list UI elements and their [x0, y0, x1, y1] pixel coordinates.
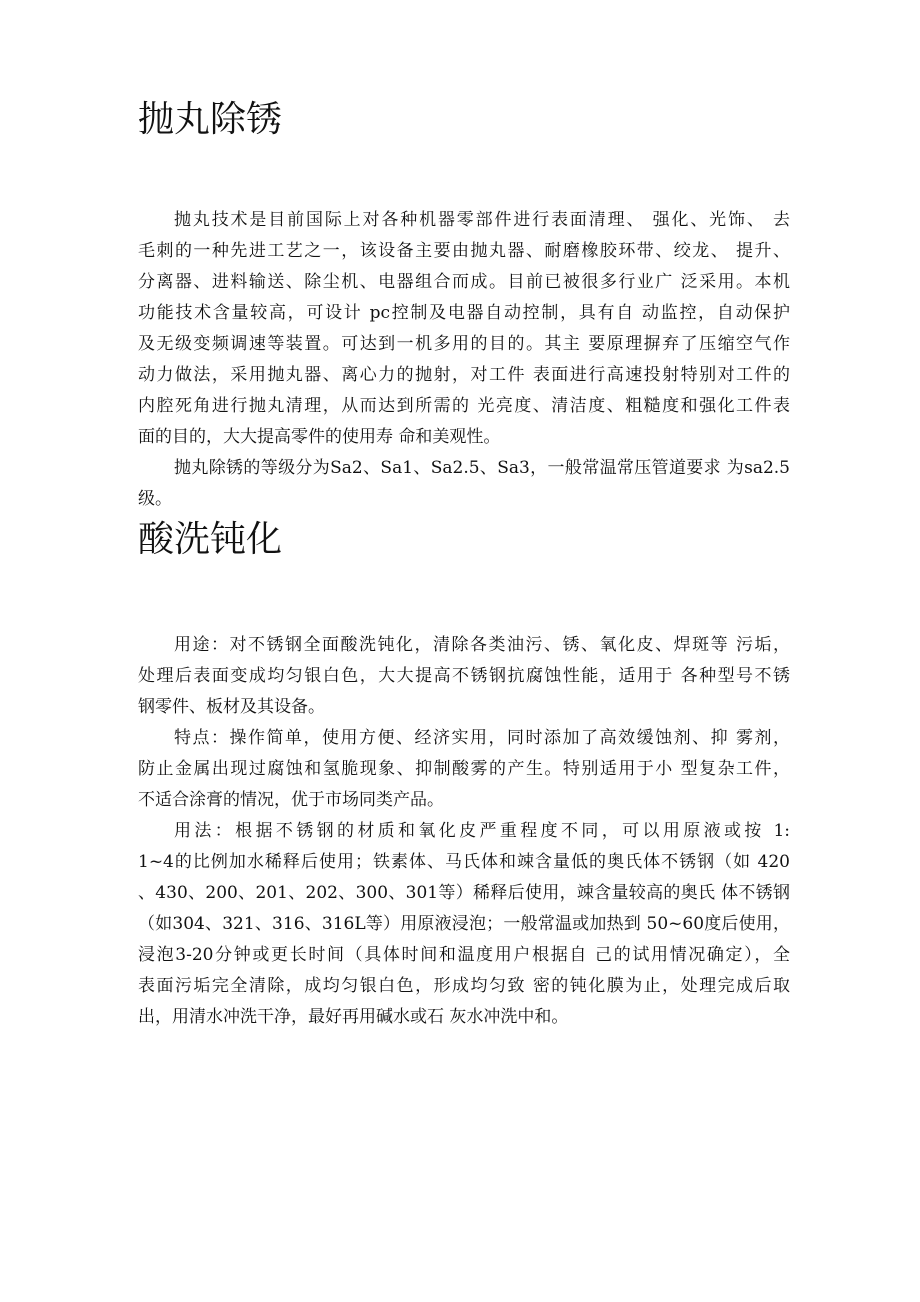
paragraph-line: 处理后表面变成均匀银白色，大大提高不锈钢抗腐蚀性能，适用于 各种型号不锈: [138, 666, 790, 686]
paragraph-line: 分离器、进料输送、除尘机、电器组合而成。目前已被很多行业广 泛采用。本机: [138, 272, 790, 292]
paragraph-line: 出，用清水冲洗干净，最好再用碱水或石 灰水冲洗中和。: [138, 1007, 569, 1027]
paragraph-line: 1~4的比例加水稀释后使用；铁素体、马氏体和竦含量低的奥氏体不锈钢（如 420: [138, 852, 790, 872]
paragraph-line: 面的目的，大大提高零件的使用寿 命和美观性。: [138, 427, 501, 447]
paragraph-line: 功能技术含量较高，可设计 pc控制及电器自动控制，具有自 动监控，自动保护: [138, 303, 790, 323]
paragraph-line: 钢零件、板材及其设备。: [138, 697, 325, 717]
paragraph-line: 不适合涂膏的情况，优于市场同类产品。: [138, 790, 444, 810]
paragraph-line: 、430、200、201、202、300、301等）稀释后使用，竦含量较高的奥氏 体不锈钢: [138, 883, 790, 903]
paragraph-line: 用法：根据不锈钢的材质和氧化皮严重程度不同，可以用原液或按 1:: [174, 821, 790, 841]
section-title: 抛丸除锈: [138, 99, 283, 140]
paragraph-line: 及无级变频调速等装置。可达到一机多用的目的。其主 要原理摒弃了压缩空气作: [138, 334, 790, 354]
paragraph-line: 内腔死角进行抛丸清理，从而达到所需的 光亮度、清洁度、粗糙度和强化工件表: [138, 396, 790, 416]
paragraph-line: 毛刺的一种先进工艺之一，该设备主要由抛丸器、耐磨橡胶环带、绞龙、 提升、: [138, 241, 790, 261]
paragraph-line: 抛丸技术是目前国际上对各种机器零部件进行表面清理、 强化、光饰、 去: [174, 210, 790, 230]
paragraph-line: 级。: [138, 489, 172, 509]
paragraph-line: （如304、321、316、316L等）用原液浸泡；一般常温或加热到 50~60度后使用，: [138, 914, 790, 934]
paragraph-line: 动力做法，采用抛丸器、离心力的抛射，对工件 表面进行高速投射特别对工件的: [138, 365, 790, 385]
paragraph-line: 特点：操作简单，使用方便、经济实用，同时添加了高效缓蚀剂、抑 雾剂，: [174, 728, 790, 748]
paragraph-line: 防止金属出现过腐蚀和氢脆现象、抑制酸雾的产生。特别适用于小 型复杂工件，: [138, 759, 790, 779]
section-title: 酸洗钝化: [138, 519, 283, 560]
paragraph-line: 抛丸除锈的等级分为Sa2、Sa1、Sa2.5、Sa3，一般常温常压管道要求 为sa2.5: [174, 458, 790, 478]
section-body: [138, 630, 790, 1033]
section-body: [138, 205, 790, 515]
paragraph-line: 用途：对不锈钢全面酸洗钝化，清除各类油污、锈、氧化皮、焊斑等 污垢，: [174, 635, 790, 655]
paragraph-line: 表面污垢完全清除，成均匀银白色，形成均匀致 密的钝化膜为止，处理完成后取: [138, 976, 790, 996]
paragraph-line: 浸泡3-20分钟或更长时间（具体时间和温度用户根据自 己的试用情况确定），全: [138, 945, 790, 965]
